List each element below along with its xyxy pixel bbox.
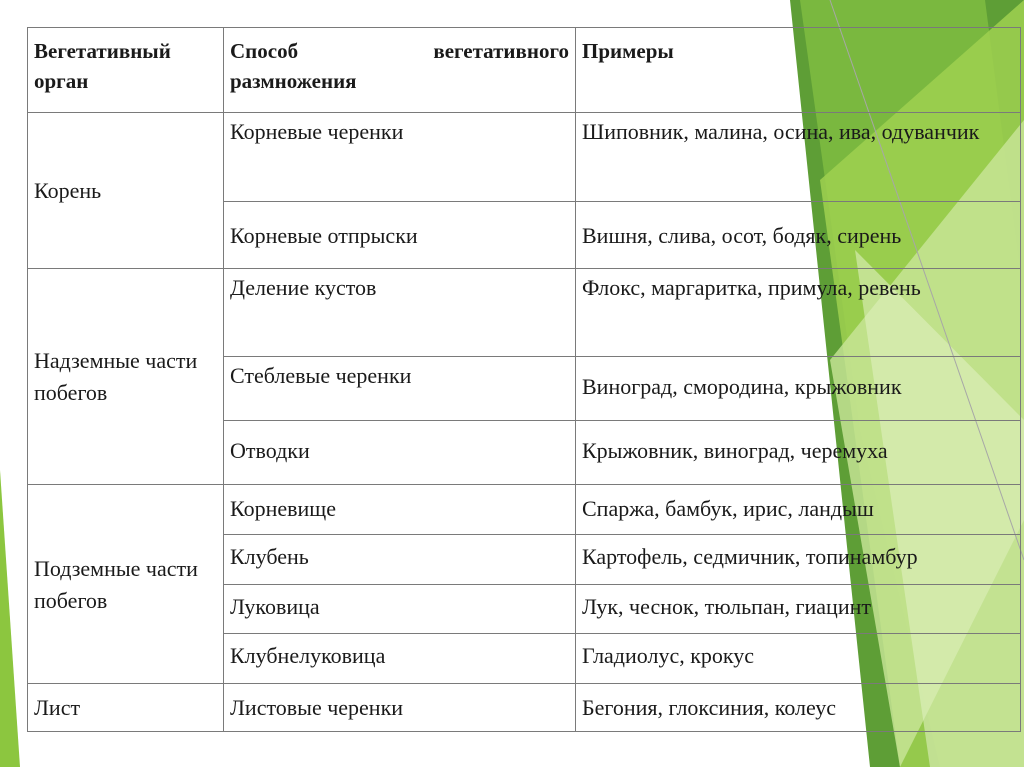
- examples-cell: Шиповник, малина, осина, ива, одуванчик: [576, 113, 1021, 202]
- examples-cell: Крыжовник, виноград, черемуха: [576, 421, 1021, 485]
- green-left-strip: [0, 470, 20, 767]
- examples-cell: Гладиолус, крокус: [576, 634, 1021, 684]
- table-row: [28, 485, 1021, 535]
- vegetative-propagation-table: [27, 27, 1021, 732]
- method-cell: Корневые черенки: [224, 113, 576, 202]
- method-cell: Луковица: [224, 585, 576, 634]
- examples-cell: Бегония, глоксиния, колеус: [576, 684, 1021, 732]
- method-cell: Деление кустов: [224, 269, 576, 357]
- method-cell: Корневые отпрыски: [224, 202, 576, 269]
- organ-cell-root: Корень: [28, 113, 224, 269]
- examples-cell: Спаржа, бамбук, ирис, ландыш: [576, 485, 1021, 535]
- header-examples: Примеры: [576, 28, 1021, 113]
- examples-cell: Картофель, седмичник, топинамбур: [576, 535, 1021, 585]
- method-cell: Стеблевые черенки: [224, 357, 576, 421]
- method-cell: Клубнелуковица: [224, 634, 576, 684]
- examples-cell: Вишня, слива, осот, бодяк, сирень: [576, 202, 1021, 269]
- method-cell: Отводки: [224, 421, 576, 485]
- examples-cell: Флокс, маргаритка, примула, ревень: [576, 269, 1021, 357]
- table-row: [28, 113, 1021, 202]
- examples-cell: Лук, чеснок, тюльпан, гиацинт: [576, 585, 1021, 634]
- organ-cell-leaf: Лист: [28, 684, 224, 732]
- organ-cell-underground: Подземные части побегов: [28, 485, 224, 684]
- method-cell: Клубень: [224, 535, 576, 585]
- table-row: [28, 684, 1021, 732]
- header-organ: Вегетативный орган: [28, 28, 224, 113]
- method-cell: Листовые черенки: [224, 684, 576, 732]
- table-row: [28, 269, 1021, 357]
- header-row: [28, 28, 1021, 113]
- header-method: Способ вегетативного размножения: [224, 28, 576, 113]
- method-cell: Корневище: [224, 485, 576, 535]
- examples-cell: Виноград, смородина, крыжовник: [576, 357, 1021, 421]
- organ-cell-aboveground: Надземные части побегов: [28, 269, 224, 485]
